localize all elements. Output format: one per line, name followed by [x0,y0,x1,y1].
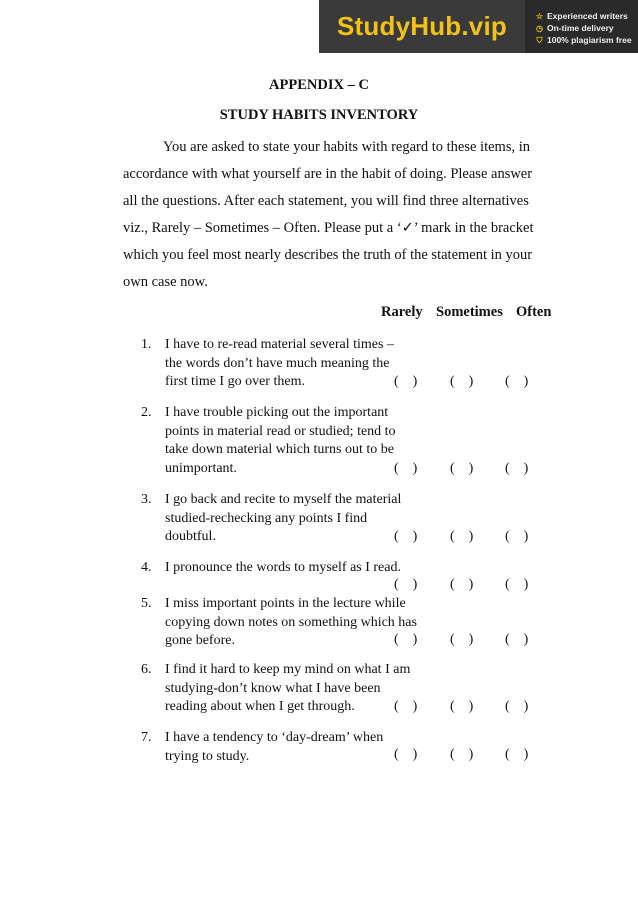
rarely-bracket[interactable]: ( ) [394,747,418,762]
often-bracket[interactable]: ( ) [505,699,529,714]
often-bracket[interactable]: ( ) [505,461,529,476]
sometimes-bracket[interactable]: ( ) [450,461,474,476]
star-icon: ☆ [535,12,544,21]
item-text: I have a tendency to ‘day-dream’ when trying to study. [165,730,384,764]
item-number: 7. [141,730,152,745]
column-sometimes: Sometimes [436,304,503,320]
often-bracket[interactable]: ( ) [505,529,529,544]
sometimes-bracket[interactable]: ( ) [450,529,474,544]
instruction-line: accordance with what yourself are in the habit of doing. Please answer [123,166,533,182]
sometimes-bracket[interactable]: ( ) [450,699,474,714]
feature-label: Experienced writers [547,11,628,21]
instruction-line: which you feel most nearly describes the truth of the statement in your [123,247,533,263]
item-number: 1. [141,337,152,352]
item-number: 6. [141,662,152,677]
item-text: I miss important points in the lecture while copying down notes on something which has gone before. [165,596,417,649]
brand-logo[interactable]: StudyHub.vip [319,0,525,53]
sometimes-bracket[interactable]: ( ) [450,747,474,762]
often-bracket[interactable]: ( ) [505,747,529,762]
shield-icon: ⛉ [536,36,543,45]
appendix-heading: APPENDIX – C [269,77,369,93]
item-text: I go back and recite to myself the material studied-rechecking any points I find doubtful. [165,492,402,545]
feature-item [535,35,638,46]
item-text: I pronounce the words to myself as I read. [165,560,401,575]
sometimes-bracket[interactable]: ( ) [450,577,474,592]
feature-label: 100% plagiarism free [547,35,632,45]
rarely-bracket[interactable]: ( ) [394,699,418,714]
often-bracket[interactable]: ( ) [505,632,529,647]
rarely-bracket[interactable]: ( ) [394,461,418,476]
instruction-line: all the questions. After each statement, you will find three alternatives [123,193,529,209]
instruction-line: viz., Rarely – Sometimes – Often. Please put a ‘✓’ mark in the bracket [123,220,534,236]
item-text: I have to re-read material several times – the words don’t have much meaning the first time I go over them. [165,337,394,390]
rarely-bracket[interactable]: ( ) [394,529,418,544]
clock-icon: ◷ [536,24,543,33]
rarely-bracket[interactable]: ( ) [394,632,418,647]
instruction-line: own case now. [123,274,208,290]
promo-banner[interactable] [319,0,638,53]
often-bracket[interactable]: ( ) [505,374,529,389]
inventory-title: STUDY HABITS INVENTORY [219,107,419,123]
feature-item [535,11,638,22]
feature-item [535,23,638,34]
often-bracket[interactable]: ( ) [505,577,529,592]
rarely-bracket[interactable]: ( ) [394,374,418,389]
item-number: 5. [141,596,152,611]
feature-label: On-time delivery [547,23,614,33]
sometimes-bracket[interactable]: ( ) [450,374,474,389]
column-rarely: Rarely [381,304,423,320]
item-text: I have trouble picking out the important points in material read or studied; tend to take down material which turns out to be unimportant. [165,405,396,477]
item-number: 2. [141,405,152,420]
item-number: 4. [141,560,152,575]
column-often: Often [516,304,552,320]
feature-list [525,0,638,53]
instructions-paragraph [123,134,553,296]
instruction-line: You are asked to state your habits with regard to these items, in [163,139,530,155]
item-text: I find it hard to keep my mind on what I am studying-don’t know what I have been reading about when I get through. [165,662,411,715]
rarely-bracket[interactable]: ( ) [394,577,418,592]
sometimes-bracket[interactable]: ( ) [450,632,474,647]
item-number: 3. [141,492,152,507]
